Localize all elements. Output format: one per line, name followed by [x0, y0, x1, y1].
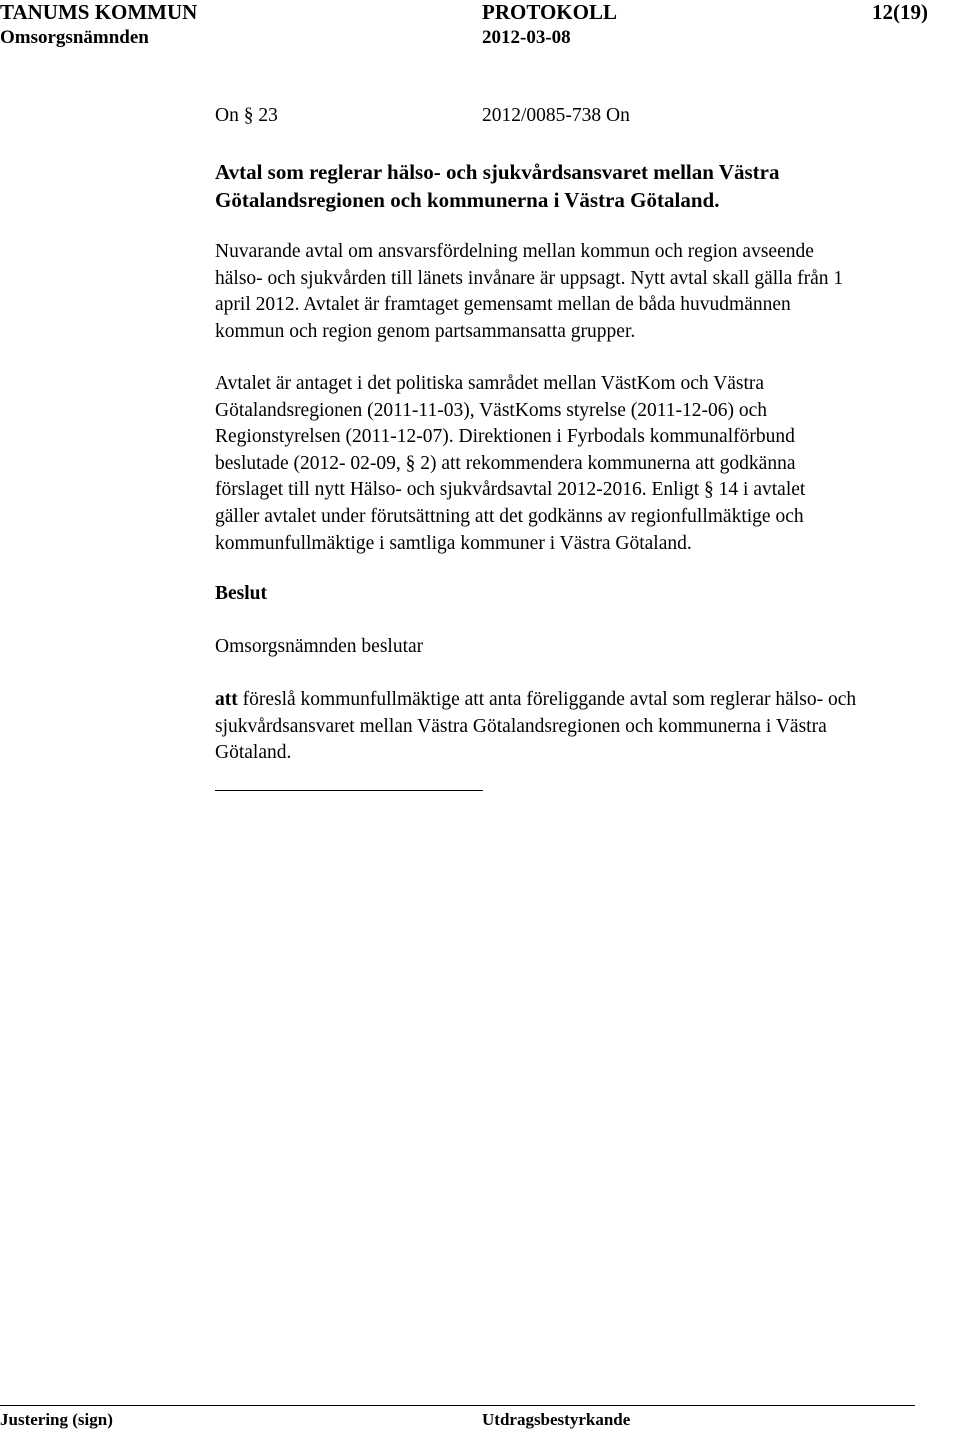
decision-line [215, 687, 856, 714]
decision-line: Götaland. [215, 742, 292, 764]
decision-line: sjukvårdsansvaret mellan Västra Götalandsregionen och kommunerna i Västra [215, 715, 827, 737]
title-line: Götalandsregionen och kommunerna i Västra Götaland. [215, 188, 720, 212]
footer-utdrag: Utdragsbestyrkande [482, 1410, 631, 1429]
case-number: 2012/0085-738 On [482, 105, 630, 126]
text-line: Götalandsregionen (2011-11-03), VästKoms styrelse (2011-12-06) och [215, 399, 768, 421]
text-line: Avtalet är antaget i det politiska samrådet mellan VästKom och Västra [215, 373, 765, 394]
att-keyword: att [215, 689, 238, 710]
text-line: gäller avtalet under förutsättning att det godkänns av regionfullmäktige och [215, 505, 804, 527]
decision-heading: Beslut [215, 583, 268, 604]
org-name: TANUMS KOMMUN [0, 0, 198, 24]
text-line: förslaget till nytt Hälso- och sjukvårdsavtal 2012-2016. Enligt § 14 i avtalet [215, 479, 806, 501]
text-line: april 2012. Avtalet är framtaget gemensamt mellan de båda huvudmännen [215, 294, 791, 316]
paragraph-approval [215, 371, 805, 557]
footer-rule [0, 1405, 915, 1406]
text-line: kommun och region genom partsammansatta grupper. [215, 320, 636, 342]
text-line: hälso- och sjukvården till länets invånare är uppsagt. Nytt avtal skall gälla från 1 [215, 267, 844, 289]
text-line: Nuvarande avtal om ansvarsfördelning mellan kommun och region avseende [215, 241, 814, 262]
doc-type: PROTOKOLL [482, 0, 617, 24]
signature-line [215, 790, 483, 791]
text-line: kommunfullmäktige i samtliga kommuner i Västra Götaland. [215, 532, 692, 554]
page-number: 12(19) [872, 0, 928, 24]
text-line: Regionstyrelsen (2011-12-07). Direktionen i Fyrbodals kommunalförbund [215, 426, 795, 448]
paragraph-background [215, 239, 843, 345]
decision-text [215, 687, 856, 767]
text-line: beslutade (2012- 02-09, § 2) att rekommendera kommunerna att godkänna [215, 452, 796, 474]
decision-line-rest: föreslå kommunfullmäktige att anta föreliggande avtal som reglerar hälso- och [237, 689, 857, 710]
agenda-title [215, 158, 779, 214]
title-line: Avtal som reglerar hälso- och sjukvårdsansvaret mellan Västra [215, 160, 780, 184]
decision-intro: Omsorgsnämnden beslutar [215, 636, 424, 657]
paragraph-number: On § 23 [215, 105, 278, 126]
meeting-date: 2012-03-08 [482, 27, 571, 48]
committee-name: Omsorgsnämnden [0, 27, 149, 48]
footer-justering: Justering (sign) [0, 1410, 113, 1429]
